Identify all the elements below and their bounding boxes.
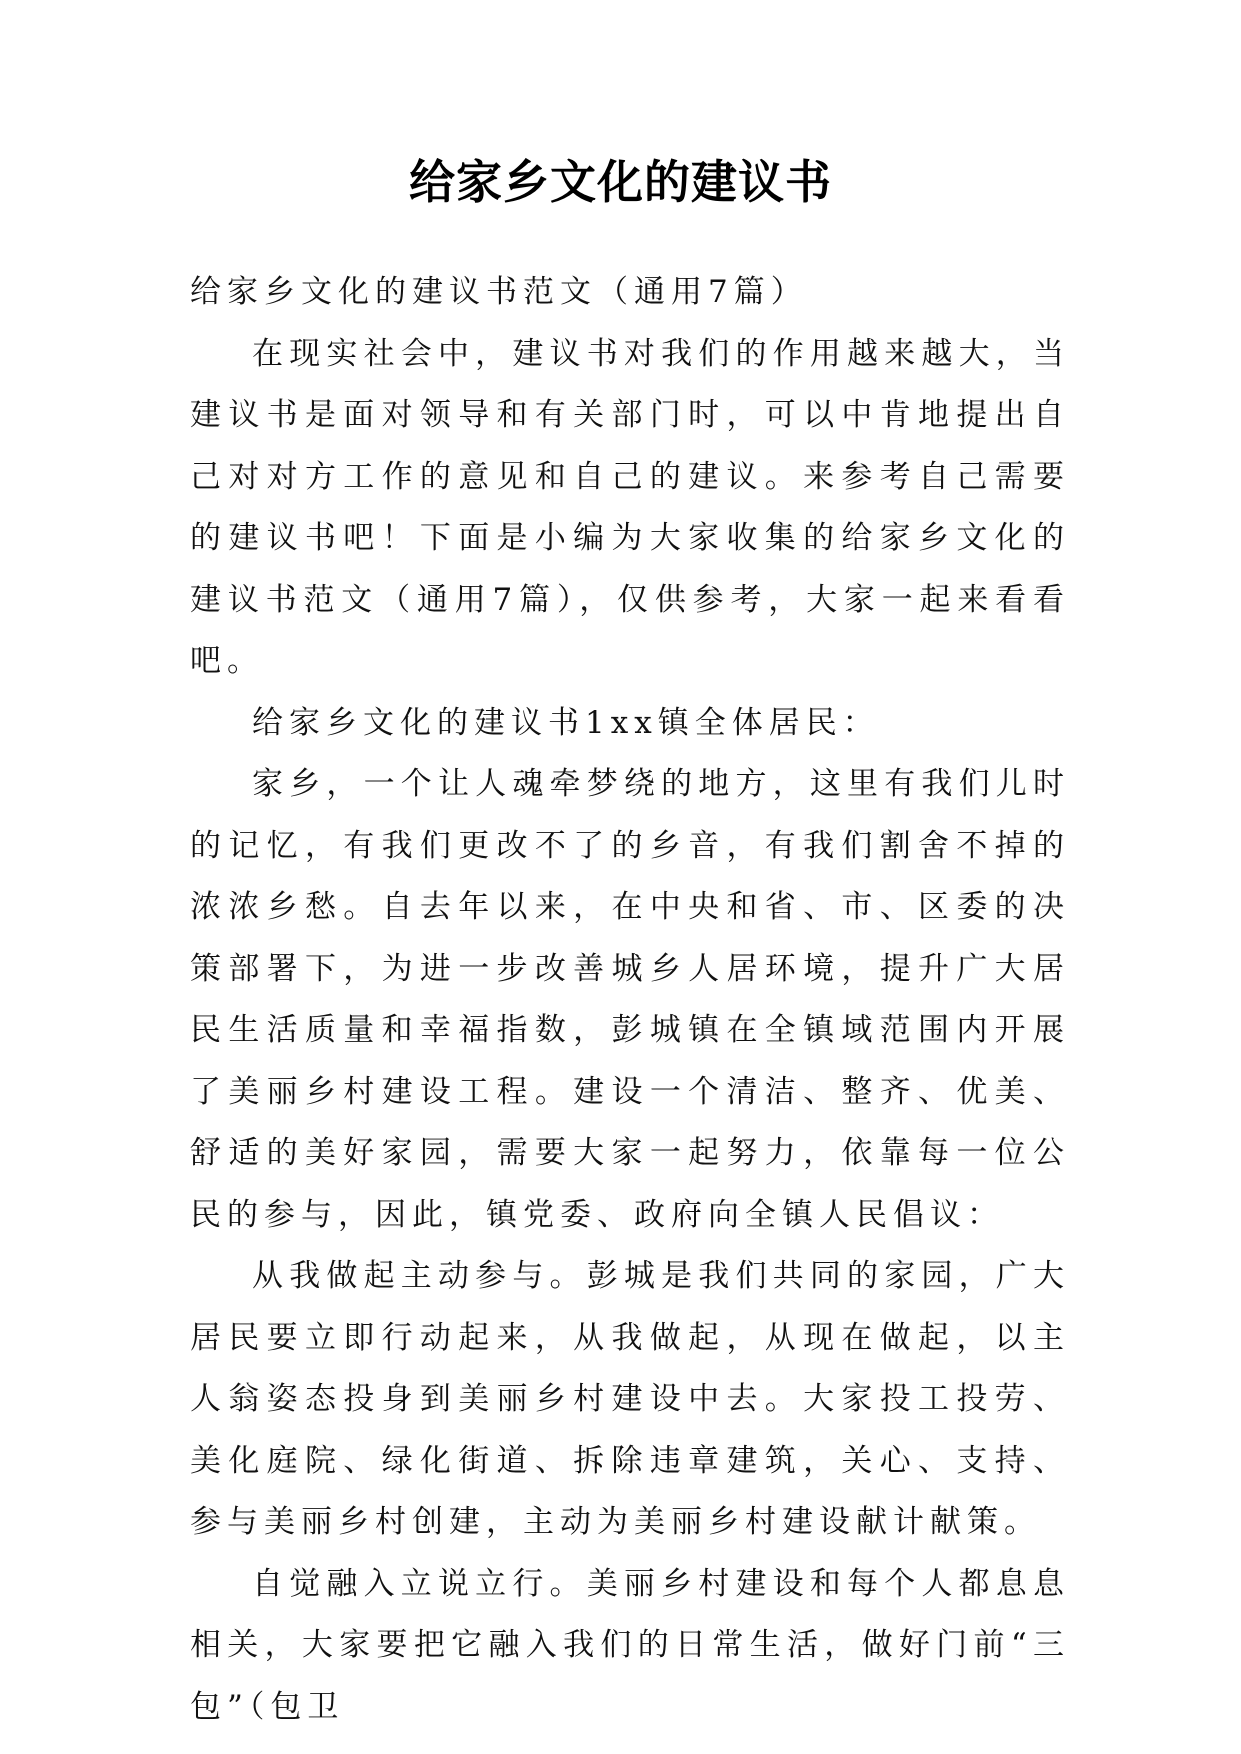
paragraph-subtitle: 给家乡文化的建议书范文（通用7篇） (190, 274, 808, 310)
paragraph-hometown: 家乡，一个让人魂牵梦绕的地方，这里有我们儿时的记忆，有我们更改不了的乡音，有我们割舍不掉的浓浓乡愁。自去年以来，在中央和省、市、区委的决策部署下，为进一步改善城乡人居环境，提升广大居民生活质量和幸福指数，彭城镇在全镇域范围内开展了美丽乡村建设工程。建设一个清洁、整齐、优美、舒适的美好家园，需要大家一起努力，依靠每一位公民的参与，因此，镇党委、政府向全镇人民倡议： (190, 766, 1070, 1233)
paragraph-salutation: 给家乡文化的建议书1xx镇全体居民： (252, 704, 880, 741)
paragraph-intro: 在现实社会中，建议书对我们的作用越来越大，当建议书是面对领导和有关部门时，可以中肯地提出自己对对方工作的意见和自己的建议。来参考自己需要的建议书吧！下面是小编为大家收集的给家乡文化的建议书范文（通用7篇），仅供参考，大家一起来看看吧。 (190, 335, 1070, 679)
document-title: 给家乡文化的建议书 (409, 155, 832, 209)
document-body (190, 262, 1070, 1738)
paragraph-integrate: 自觉融入立说立行。美丽乡村建设和每个人都息息相关，大家要把它融入我们的日常生活，做好门前“三包”（包卫 (190, 1565, 1070, 1725)
paragraph-participate: 从我做起主动参与。彭城是我们共同的家园，广大居民要立即行动起来，从我做起，从现在做起，以主人翁姿态投身到美丽乡村建设中去。大家投工投劳、美化庭院、绿化街道、拆除违章建筑，关心、支持、参与美丽乡村创建，主动为美丽乡村建设献计献策。 (190, 1258, 1070, 1540)
